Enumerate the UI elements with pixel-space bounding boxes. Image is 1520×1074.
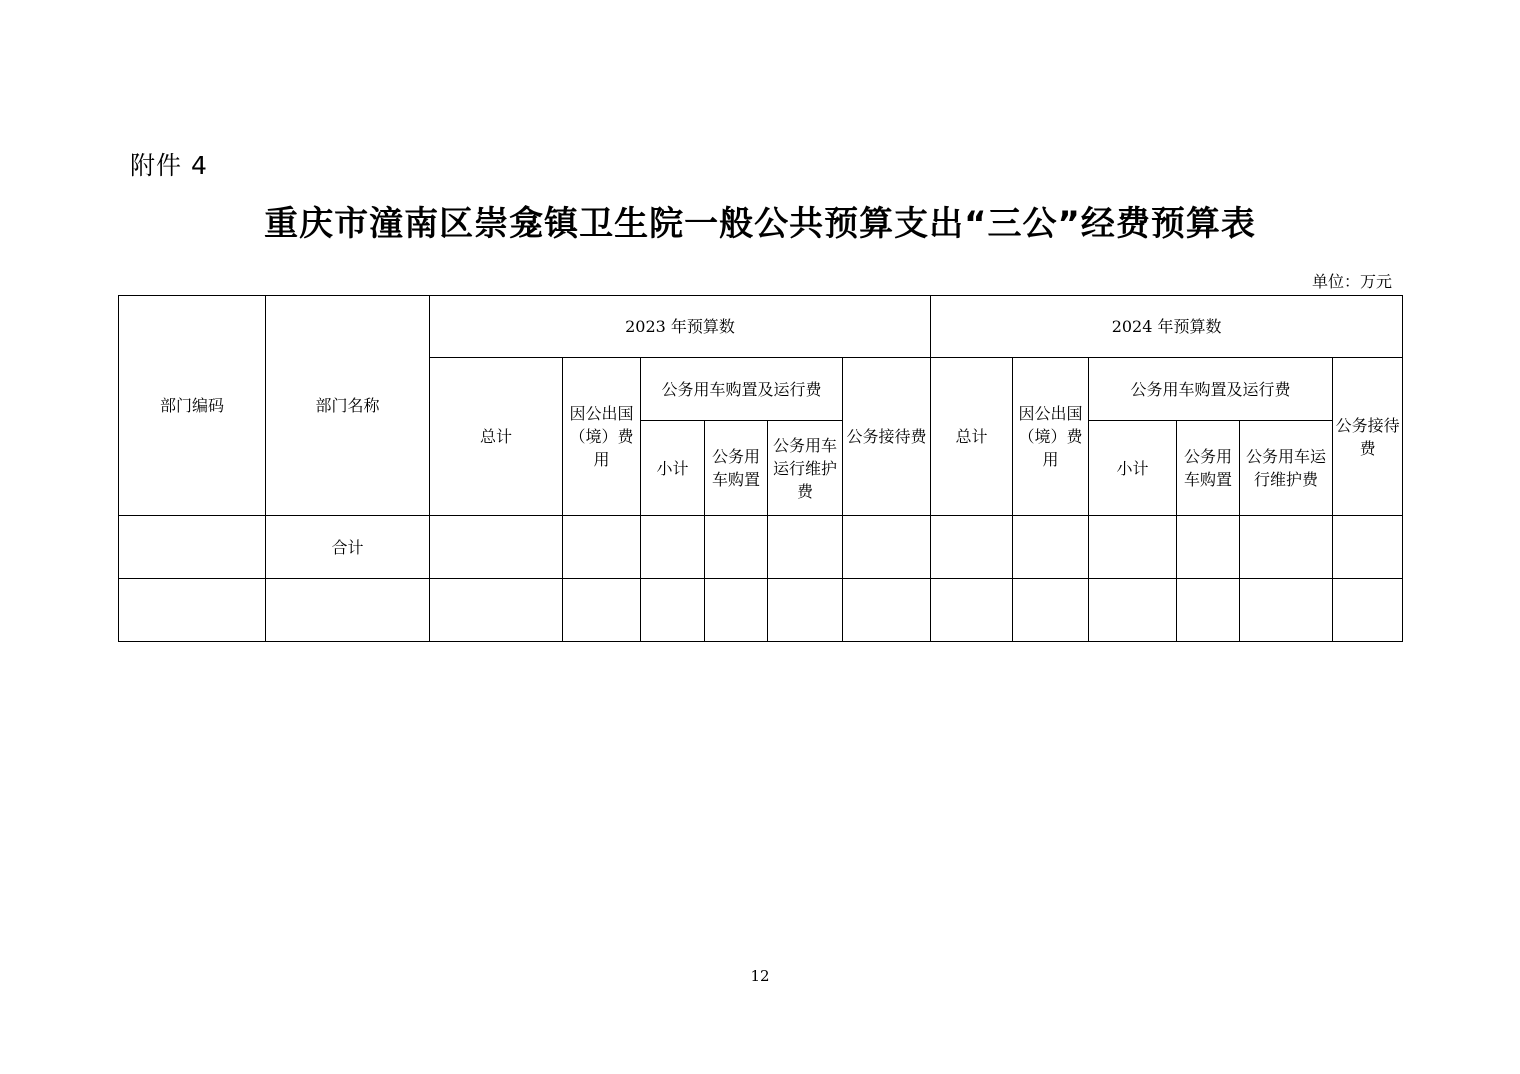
header-2024-vehicle-group: 公务用车购置及运行费 [1089,358,1333,421]
table-header [119,296,1403,516]
cell-value [1240,579,1333,642]
header-2023-subtotal: 小计 [641,421,705,516]
cell-value [1089,516,1177,579]
cell-value [768,516,843,579]
header-dept-code: 部门编码 [119,296,266,516]
cell-value [843,579,931,642]
header-year-2024: 2024 年预算数 [931,296,1403,358]
header-2024-overseas: 因公出国（境）费用 [1013,358,1089,516]
cell-dept-name: 合计 [266,516,430,579]
cell-value [705,579,768,642]
header-2023-reception: 公务接待费 [843,358,931,516]
budget-table [118,295,1403,642]
header-2024-total: 总计 [931,358,1013,516]
cell-value [563,579,641,642]
cell-value [1333,579,1403,642]
cell-value [430,516,563,579]
cell-value [1013,516,1089,579]
cell-value [641,516,705,579]
header-2024-vehicle-purchase: 公务用车购置 [1177,421,1240,516]
header-2023-vehicle-purchase: 公务用车购置 [705,421,768,516]
cell-value [705,516,768,579]
page-number: 12 [750,967,770,985]
cell-value [1240,516,1333,579]
header-year-2023: 2023 年预算数 [430,296,931,358]
cell-value [931,516,1013,579]
cell-value [1177,516,1240,579]
cell-value [1333,516,1403,579]
header-dept-name: 部门名称 [266,296,430,516]
table-body [119,516,1403,642]
header-2024-vehicle-maintenance: 公务用车运行维护费 [1240,421,1333,516]
header-2023-vehicle-maintenance: 公务用车运行维护费 [768,421,843,516]
document-title: 重庆市潼南区崇龛镇卫生院一般公共预算支出“三公”经费预算表 [264,204,1256,244]
attachment-label: 附件 4 [130,151,208,180]
unit-note: 单位：万元 [1311,272,1392,291]
cell-value [843,516,931,579]
header-2023-overseas: 因公出国（境）费用 [563,358,641,516]
cell-value [563,516,641,579]
table-row [119,579,1403,642]
cell-dept-code [119,516,266,579]
table-row [119,516,1403,579]
cell-value [430,579,563,642]
cell-value [931,579,1013,642]
cell-dept-name [266,579,430,642]
cell-value [1177,579,1240,642]
header-2024-reception: 公务接待费 [1333,358,1403,516]
header-2023-total: 总计 [430,358,563,516]
cell-value [1013,579,1089,642]
header-2024-subtotal: 小计 [1089,421,1177,516]
cell-value [768,579,843,642]
header-2023-vehicle-group: 公务用车购置及运行费 [641,358,843,421]
cell-value [1089,579,1177,642]
cell-dept-code [119,579,266,642]
cell-value [641,579,705,642]
